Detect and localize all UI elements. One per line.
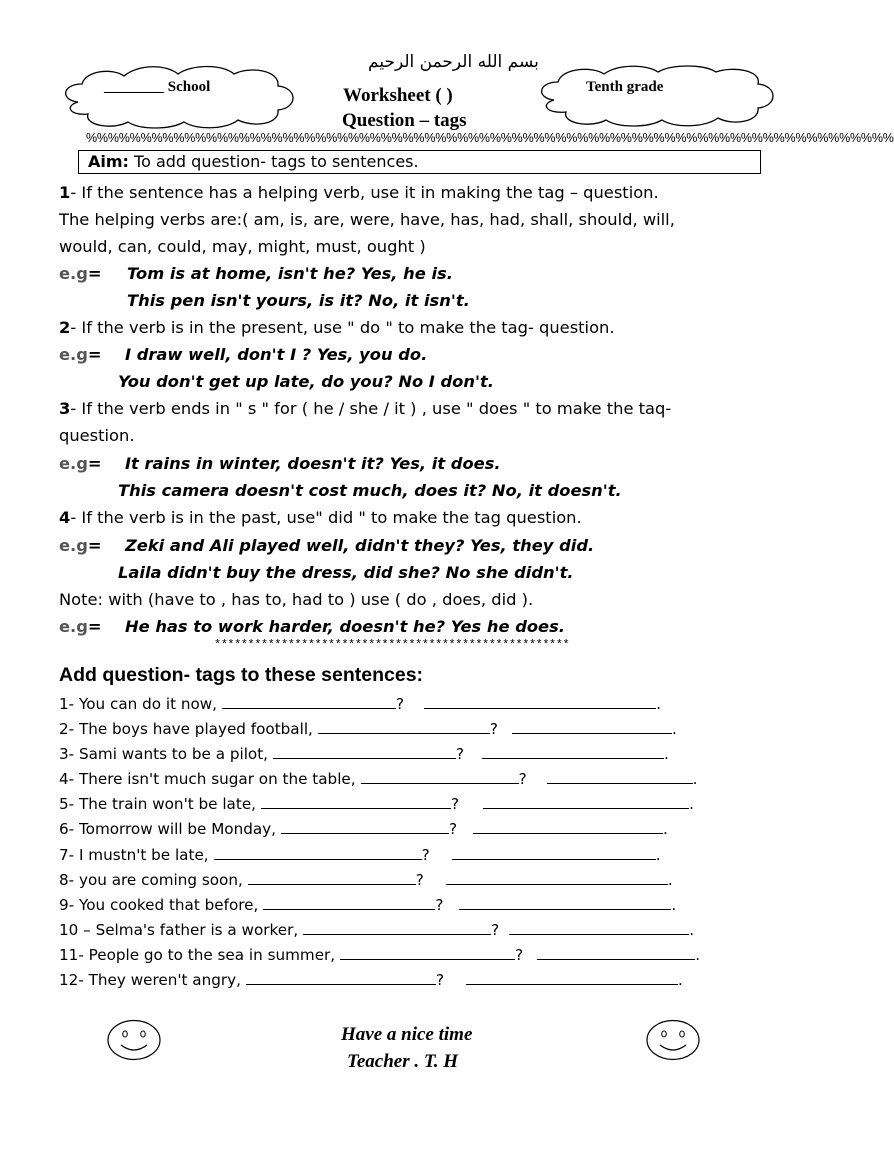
period: . xyxy=(689,921,695,939)
rule-2-example-1: I draw well, don't I ? Yes, you do. xyxy=(125,345,428,364)
short-answer-blank[interactable] xyxy=(473,819,663,834)
tag-answer-blank[interactable] xyxy=(214,845,422,860)
rule-4-example-2: Laila didn't buy the dress, did she? No she didn't. xyxy=(118,563,574,582)
eg-equals: = xyxy=(87,617,102,636)
grade-label: Tenth grade xyxy=(586,79,664,95)
tag-answer-blank[interactable] xyxy=(261,794,451,809)
subject-title: Question – tags xyxy=(342,110,467,131)
tag-answer-blank[interactable] xyxy=(361,769,519,784)
eg-text: e.g xyxy=(59,617,88,636)
short-answer-blank[interactable] xyxy=(537,945,695,960)
exercise-sentence: 8- you are coming soon, xyxy=(59,871,243,889)
rule-1-line3: would, can, could, may, might, must, ought ) xyxy=(59,237,426,256)
eg-text: e.g xyxy=(59,454,88,473)
short-answer-blank[interactable] xyxy=(482,744,664,759)
question-mark: ? xyxy=(421,846,430,864)
period: . xyxy=(678,971,683,989)
tag-answer-blank[interactable] xyxy=(318,719,490,734)
exercise-item xyxy=(59,845,661,865)
basmala: بسم الله الرحمن الرحيم xyxy=(368,52,539,72)
rule-1-example-1: Tom is at home, isn't he? Yes, he is. xyxy=(127,264,453,283)
period: . xyxy=(663,820,668,838)
question-mark: ? xyxy=(448,820,458,838)
exercise-item xyxy=(59,945,700,965)
tag-answer-blank[interactable] xyxy=(248,870,416,885)
eg-equals: = xyxy=(87,345,102,364)
rule-3-example-2: This camera doesn't cost much, does it? No, it doesn't. xyxy=(118,481,622,500)
rule-4-text: - If the verb is in the past, use" did " to make the tag question. xyxy=(70,508,582,527)
question-mark: ? xyxy=(435,896,444,914)
exercise-item xyxy=(59,794,694,814)
tag-answer-blank[interactable] xyxy=(281,819,449,834)
rule-4-example-1: Zeki and Ali played well, didn't they? Yes, they did. xyxy=(125,536,595,555)
short-answer-blank[interactable] xyxy=(424,694,656,709)
exercise-sentence: 4- There isn't much sugar on the table, xyxy=(59,770,356,788)
smiley-right-icon xyxy=(645,1018,701,1062)
question-mark: ? xyxy=(491,921,500,939)
tag-answer-blank[interactable] xyxy=(246,970,436,985)
exercise-sentence: 12- They weren't angry, xyxy=(59,971,241,989)
eg-label-3 xyxy=(59,454,102,474)
exercise-item xyxy=(59,694,661,714)
aim-box xyxy=(78,150,761,174)
short-answer-blank[interactable] xyxy=(509,920,689,935)
rule-3-line2: question. xyxy=(59,426,135,445)
rule-1 xyxy=(59,183,659,203)
period: . xyxy=(695,946,701,964)
eg-equals: = xyxy=(87,536,102,555)
question-mark: ? xyxy=(455,745,465,763)
rule-1-text: - If the sentence has a helping verb, use it in making the tag – question. xyxy=(70,183,659,202)
period: . xyxy=(655,846,661,864)
exercise-item xyxy=(59,744,669,764)
eg-text: e.g xyxy=(59,345,88,364)
rule-1-line2: The helping verbs are:( am, is, are, were, have, has, had, shall, should, will, xyxy=(59,210,675,229)
question-mark: ? xyxy=(435,971,444,989)
footer-line-1: Have a nice time xyxy=(341,1024,473,1045)
exercise-item xyxy=(59,819,668,839)
eg-text: e.g xyxy=(59,264,88,283)
period: . xyxy=(664,745,669,763)
rule-2-example-2: You don't get up late, do you? No I don't. xyxy=(118,372,494,391)
exercise-item xyxy=(59,970,683,990)
exercise-sentence: 5- The train won't be late, xyxy=(59,795,256,813)
rule-2 xyxy=(59,318,615,338)
rule-3 xyxy=(59,399,671,419)
exercise-item xyxy=(59,920,694,940)
period: . xyxy=(671,720,677,738)
school-cloud xyxy=(58,62,300,132)
aim-label: Aim: xyxy=(88,152,129,171)
period: . xyxy=(656,695,661,713)
eg-equals: = xyxy=(87,264,102,283)
rule-3-example-1: It rains in winter, doesn't it? Yes, it does. xyxy=(125,454,501,473)
tag-answer-blank[interactable] xyxy=(303,920,491,935)
rule-3-number: 3 xyxy=(59,399,71,418)
short-answer-blank[interactable] xyxy=(452,845,656,860)
question-mark: ? xyxy=(515,946,524,964)
question-mark: ? xyxy=(396,695,405,713)
eg-equals: = xyxy=(87,454,102,473)
smiley-left-icon xyxy=(106,1018,162,1062)
eg-text: e.g xyxy=(59,536,88,555)
rule-1-example-2: This pen isn't yours, is it? No, it isn't. xyxy=(127,291,470,310)
footer-line-2: Teacher . T. H xyxy=(347,1051,459,1072)
period: . xyxy=(689,795,694,813)
short-answer-blank[interactable] xyxy=(483,794,689,809)
short-answer-blank[interactable] xyxy=(547,769,693,784)
eg-label-2 xyxy=(59,345,102,365)
eg-label-4 xyxy=(59,536,102,556)
grade-cloud xyxy=(532,62,780,130)
tag-answer-blank[interactable] xyxy=(263,895,435,910)
question-mark: ? xyxy=(451,795,460,813)
note-line: Note: with (have to , has to, had to ) use ( do , does, did ). xyxy=(59,590,534,609)
short-answer-blank[interactable] xyxy=(466,970,678,985)
exercise-item xyxy=(59,719,677,739)
school-label[interactable]: ________ School xyxy=(104,79,211,95)
star-divider: ***************************************************** xyxy=(214,638,570,652)
aim-text: To add question- tags to sentences. xyxy=(128,152,419,171)
tag-answer-blank[interactable] xyxy=(273,744,456,759)
exercise-sentence: 1- You can do it now, xyxy=(59,695,218,713)
rule-4-number: 4 xyxy=(59,508,71,527)
exercise-sentence: 7- I mustn't be late, xyxy=(59,846,209,864)
tag-answer-blank[interactable] xyxy=(340,945,515,960)
eg-label-5 xyxy=(59,617,102,637)
exercise-sentence: 11- People go to the sea in summer, xyxy=(59,946,336,964)
exercise-item xyxy=(59,769,697,789)
rule-3-text: - If the verb ends in " s " for ( he / she / it ) , use " does " to make the taq- xyxy=(70,399,672,418)
short-answer-blank[interactable] xyxy=(512,719,672,734)
period: . xyxy=(667,871,673,889)
worksheet-title: Worksheet ( ) xyxy=(343,85,453,106)
rule-2-text: - If the verb is in the present, use " do " to make the tag- question. xyxy=(70,318,615,337)
exercise-heading: Add question- tags to these sentences: xyxy=(59,664,424,686)
question-mark: ? xyxy=(489,720,498,738)
exercise-sentence: 9- You cooked that before, xyxy=(59,896,259,914)
exercise-sentence: 3- Sami wants to be a pilot, xyxy=(59,745,268,763)
header-divider: %%%%%%%%%%%%%%%%%%%%%%%%%%%%%%%%%%%%%%%%%%%%%%%%%%%%%%%%%%%%%%%%%%%%%%%%%% xyxy=(86,131,894,145)
short-answer-blank[interactable] xyxy=(459,895,671,910)
question-mark: ? xyxy=(415,871,424,889)
question-mark: ? xyxy=(518,770,527,788)
eg-label-1 xyxy=(59,264,102,284)
short-answer-blank[interactable] xyxy=(446,870,668,885)
exercise-sentence: 10 – Selma's father is a worker, xyxy=(59,921,299,939)
note-example: He has to work harder, doesn't he? Yes he does. xyxy=(125,617,565,636)
exercise-sentence: 6- Tomorrow will be Monday, xyxy=(59,820,276,838)
exercise-item xyxy=(59,870,673,890)
tag-answer-blank[interactable] xyxy=(222,694,396,709)
rule-1-number: 1 xyxy=(59,183,71,202)
period: . xyxy=(692,770,698,788)
rule-2-number: 2 xyxy=(59,318,71,337)
rule-4 xyxy=(59,508,582,528)
period: . xyxy=(671,896,677,914)
exercise-item xyxy=(59,895,676,915)
exercise-sentence: 2- The boys have played football, xyxy=(59,720,313,738)
